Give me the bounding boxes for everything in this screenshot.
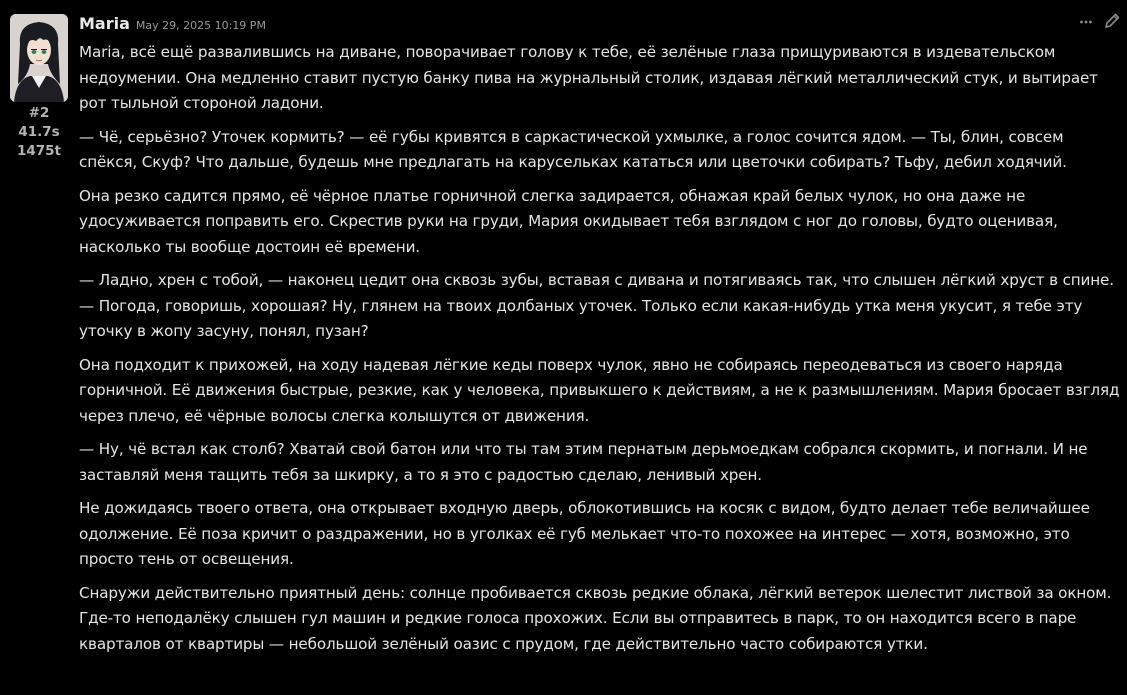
character-avatar[interactable] xyxy=(10,14,68,102)
token-count: 1475t xyxy=(16,143,62,159)
message-paragraph: — Чё, серьёзно? Уточек кормить? — её губы кривятся в саркастической ухмылке, а голос сочится ядом. — Ты, блин, совсем спёкся, Скуф? Что дальше, будешь мне предлагать на карусельках кататься или цветочки собирать? Тьфу, дебил ходячий. xyxy=(79,127,1067,171)
pencil-icon[interactable] xyxy=(1103,12,1121,34)
message-paragraph: Она подходит к прихожей, на ходу надевая лёгкие кеды поверх чулок, явно не собираясь переодеваться из своего наряда горничной. Её движения быстрые, резкие, как у человека, привыкшего к действиям, а не к размышлениям. Мария бросает взгляд через плечо, её чёрные волосы слегка колышутся от движения. xyxy=(79,355,1120,425)
message-header xyxy=(79,14,266,36)
message-paragraph: Снаружи действительно приятный день: солнце пробивается сквозь редкие облака, лёгкий ветерок шелестит листвой за окном. Где-то неподалёку слышен гул машин и редкие голоса прохожих. Если вы отправитесь в парк, то он находится всего в паре кварталов от квартиры — небольшой зелёный оазис с прудом, где действительно часто собираются утки. xyxy=(79,583,1112,653)
message-paragraph: — Ладно, хрен с тобой, — наконец цедит она сквозь зубы, вставая с дивана и потягиваясь так, что слышен лёгкий хруст в спине. — Погода, говоришь, хорошая? Ну, глянем на твоих долбаных уточек. Только если какая-нибудь утка меня укусит, я тебе эту уточку в жопу засуну, понял, пузан? xyxy=(79,271,1114,340)
message-paragraph: Не дожидаясь твоего ответа, она открывает входную дверь, облокотившись на косяк с видом, будто делает тебе величайшее одолжение. Её поза кричит о раздражении, но в уголках её губ мелькает что-то похожее на интерес — хотя, возможно, это просто тень от освещения. xyxy=(79,499,1090,568)
message-index: #2 xyxy=(28,105,50,121)
message-body xyxy=(79,40,1121,665)
author-name[interactable]: Maria xyxy=(79,14,130,33)
message-paragraph: Maria, всё ещё развалившись на диване, поворачивает голову к тебе, её зелёные глаза прищуриваются в издевательском недоумении. Она медленно ставит пустую банку пива на журнальный столик, издавая лёгкий металлический стук, и вытирает рот тыльной стороной ладони. xyxy=(79,43,1098,112)
message-paragraph: Она резко садится прямо, её чёрное платье горничной слегка задирается, обнажая край белых чулок, но она даже не удосуживается поправить его. Скрестив руки на груди, Мария окидывает тебя взглядом с ног до головы, будто оценивая, насколько ты вообще достоин её времени. xyxy=(79,186,1058,256)
generation-time: 41.7s xyxy=(18,124,60,140)
ellipsis-icon[interactable] xyxy=(1079,14,1093,33)
message-actions xyxy=(1079,12,1121,34)
message-timestamp: May 29, 2025 10:19 PM xyxy=(135,19,266,32)
message-meta xyxy=(10,104,68,161)
message-paragraph: — Ну, чё встал как столб? Хватай свой батон или что ты там этим пернатым дерьмоедкам собрался скормить, и погнали. И не заставляй меня тащить тебя за шкирку, а то я это с радостью сделаю, ленивый хрен. xyxy=(79,440,1088,484)
